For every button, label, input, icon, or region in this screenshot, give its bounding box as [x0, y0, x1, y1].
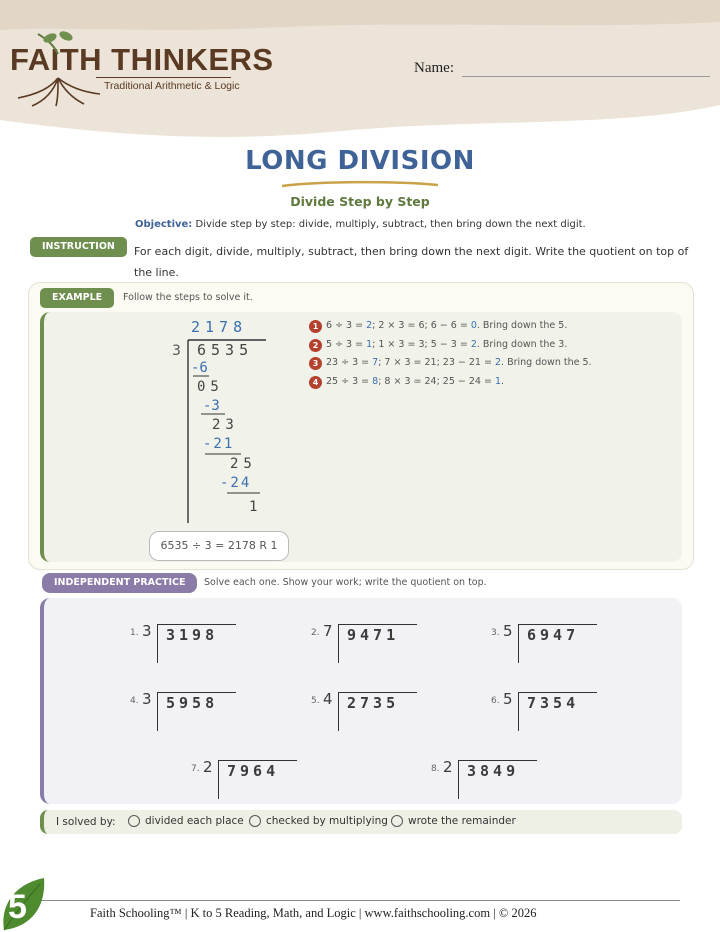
problem-number: 7.	[191, 764, 200, 774]
problem-divisor: 3	[142, 622, 152, 640]
step-number-badge: 1	[309, 320, 322, 333]
footer-badge: 5	[8, 888, 27, 926]
example-dividend: 6535	[197, 341, 254, 359]
checkbox-option-label: divided each place	[145, 815, 244, 827]
practice-problem[interactable]	[431, 758, 541, 800]
checkbox-option[interactable]	[391, 815, 516, 827]
example-prompt: Follow the steps to solve it.	[123, 292, 253, 303]
problem-number: 3.	[491, 628, 500, 638]
step-number-badge: 3	[309, 357, 322, 370]
example-work-line: 25	[230, 456, 257, 472]
example-work-line: 23	[212, 417, 239, 433]
problem-number: 2.	[311, 628, 320, 638]
example-answer: 6535 ÷ 3 = 2178 R 1	[149, 531, 289, 561]
step-2-text: 5 ÷ 3 = 1; 1 × 3 = 3; 5 − 3 = 2. Bring down the 3.	[326, 339, 568, 350]
example-quotient: 2178	[191, 318, 248, 336]
example-work-line: 1	[249, 499, 258, 515]
radio-circle-icon[interactable]	[128, 815, 140, 827]
example-work-line: -21	[203, 436, 235, 452]
practice-problem[interactable]	[311, 622, 421, 664]
footer-text: Faith Schooling™ | K to 5 Reading, Math, and Logic | www.faithschooling.com | © 2026	[90, 906, 537, 920]
checkbox-option[interactable]	[128, 815, 244, 827]
problem-divisor: 3	[142, 690, 152, 708]
step-number-badge: 4	[309, 376, 322, 389]
brand-tagline: Traditional Arithmetic & Logic	[104, 80, 240, 92]
practice-problem[interactable]	[491, 622, 601, 664]
problem-dividend: 3849	[467, 762, 520, 780]
step-3-text: 23 ÷ 3 = 7; 7 × 3 = 21; 23 − 21 = 2. Bring down the 5.	[326, 357, 592, 368]
problem-dividend: 7354	[527, 694, 580, 712]
problem-divisor: 4	[323, 690, 333, 708]
objective-text: Divide step by step: divide, multiply, subtract, then bring down the next digit.	[192, 219, 586, 230]
practice-problem[interactable]	[311, 690, 421, 732]
problem-divisor: 2	[203, 758, 213, 776]
radio-circle-icon[interactable]	[249, 815, 261, 827]
problem-dividend: 9471	[347, 626, 400, 644]
checklist-label: I solved by:	[56, 816, 116, 828]
step-1-text: 6 ÷ 3 = 2; 2 × 3 = 6; 6 − 6 = 0. Bring down the 5.	[326, 320, 568, 331]
title-underline	[280, 180, 440, 190]
problem-dividend: 5958	[166, 694, 219, 712]
example-divisor: 3	[172, 343, 181, 359]
practice-problem[interactable]	[130, 622, 240, 664]
problem-divisor: 5	[503, 690, 513, 708]
name-field[interactable]	[462, 76, 710, 77]
instruction-text: For each digit, divide, multiply, subtract, then bring down the next digit. Write the quotient on top of the line.	[134, 245, 689, 279]
step-4-text: 25 ÷ 3 = 8; 8 × 3 = 24; 25 − 24 = 1.	[326, 376, 505, 387]
name-label: Name:	[414, 60, 454, 76]
example-work-line: -24	[220, 475, 252, 491]
example-division	[165, 316, 275, 526]
problem-divisor: 7	[323, 622, 333, 640]
example-badge: EXAMPLE	[40, 288, 114, 308]
page-subtitle: Divide Step by Step	[290, 194, 430, 209]
problem-number: 4.	[130, 696, 139, 706]
problem-dividend: 2735	[347, 694, 400, 712]
problem-dividend: 6947	[527, 626, 580, 644]
brand-divider	[96, 77, 231, 78]
checkbox-option-label: wrote the remainder	[408, 815, 516, 827]
practice-problem[interactable]	[130, 690, 240, 732]
practice-problem[interactable]	[491, 690, 601, 732]
practice-prompt: Solve each one. Show your work; write the quotient on top.	[204, 577, 487, 588]
problem-divisor: 5	[503, 622, 513, 640]
instruction-badge: INSTRUCTION	[30, 237, 127, 257]
example-work-line: -3	[203, 398, 220, 414]
practice-problem[interactable]	[191, 758, 301, 800]
example-work-line: -6	[191, 360, 208, 376]
problem-number: 1.	[130, 628, 139, 638]
footer-divider	[40, 900, 680, 901]
practice-badge: INDEPENDENT PRACTICE	[42, 573, 197, 593]
step-number-badge: 2	[309, 339, 322, 352]
problem-divisor: 2	[443, 758, 453, 776]
example-work-line: 05	[197, 379, 224, 395]
checkbox-option[interactable]	[249, 815, 388, 827]
page-title: LONG DIVISION	[245, 146, 475, 176]
objective-label: Objective:	[135, 219, 193, 230]
radio-circle-icon[interactable]	[391, 815, 403, 827]
checkbox-option-label: checked by multiplying	[266, 815, 388, 827]
objective	[135, 219, 586, 230]
problem-number: 8.	[431, 764, 440, 774]
tree-roots-icon	[12, 28, 104, 108]
problem-number: 5.	[311, 696, 320, 706]
problem-dividend: 3198	[166, 626, 219, 644]
problem-dividend: 7964	[227, 762, 280, 780]
problem-number: 6.	[491, 696, 500, 706]
brand-name: FAITH THINKERS	[10, 42, 274, 77]
